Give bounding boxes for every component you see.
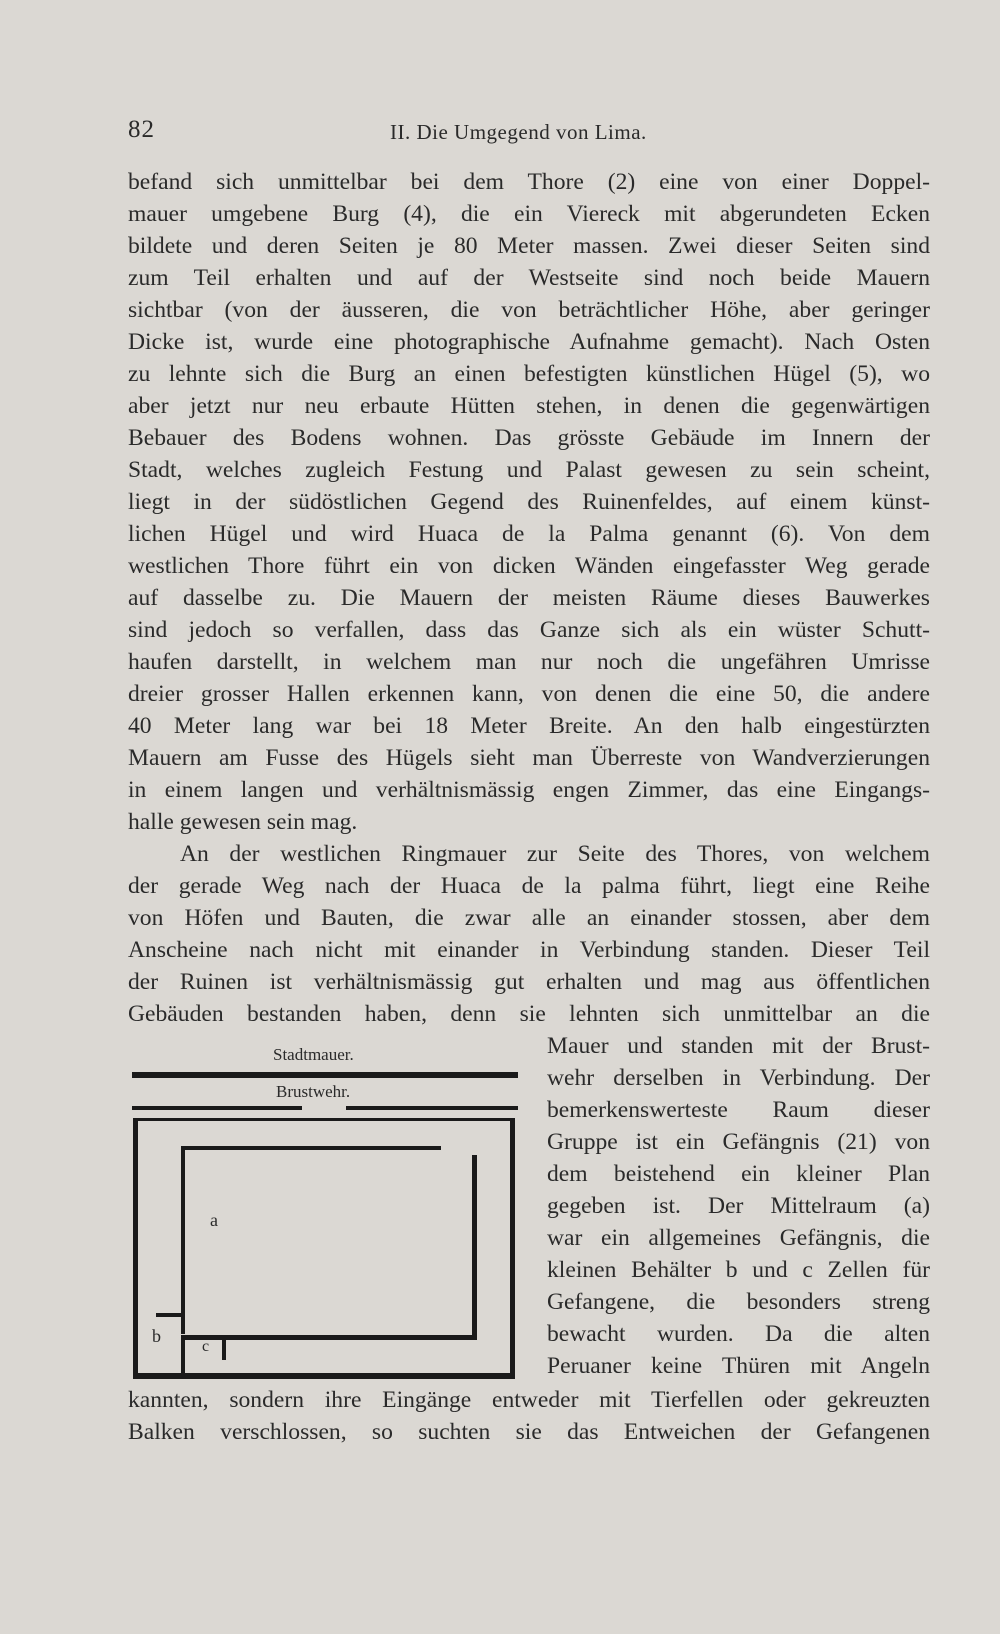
text-line: halle gewesen sein mag. [128, 809, 358, 835]
text-line: in einem langen und verhältnismässig engen Zimmer, das eine Eingangs- [128, 777, 930, 803]
prison-floor-plan [128, 1045, 524, 1385]
text-line: mauer umgebene Burg (4), die ein Viereck mit abgerundeten Ecken [128, 201, 930, 227]
text-line: dreier grosser Hallen erkennen kann, von denen die eine 50, die andere [128, 681, 930, 707]
page-number: 82 [128, 116, 155, 143]
text-line: von Höfen und Bauten, die zwar alle an einander stossen, aber dem [128, 905, 930, 931]
text-line: Anscheine nach nicht mit einander in Verbindung standen. Dieser Teil [128, 937, 930, 963]
inner-wall-left [181, 1146, 185, 1334]
text-line: Gebäuden bestanden haben, denn sie lehnten sich unmittelbar an die [128, 1001, 930, 1027]
label-room-a: a [210, 1210, 218, 1230]
text-line: auf dasselbe zu. Die Mauern der meisten Räume dieses Bauwerkes [128, 585, 930, 611]
outer-wall-top [138, 1118, 510, 1121]
text-line: Mauer und standen mit der Brust- [547, 1033, 930, 1059]
text-line: Peruaner keine Thüren mit Angeln [547, 1353, 930, 1379]
outer-wall-bottom [133, 1373, 515, 1379]
text-line: Gruppe ist ein Gefängnis (21) von [547, 1129, 930, 1155]
text-line: liegt in der südöstlichen Gegend des Ruinenfeldes, auf einem künst- [128, 489, 930, 515]
text-line: befand sich unmittelbar bei dem Thore (2) eine von einer Doppel- [128, 169, 930, 195]
page-header [128, 112, 930, 152]
running-title: II. Die Umgegend von Lima. [390, 120, 647, 144]
text-line: der Ruinen ist verhältnismässig gut erhalten und mag aus öffentlichen [128, 969, 930, 995]
inner-wall-bottom [181, 1335, 477, 1340]
text-line: Mauern am Fusse des Hügels sieht man Überreste von Wandverzierungen [128, 745, 930, 771]
cell-c-wall [222, 1340, 226, 1360]
city-wall-line [132, 1072, 518, 1078]
text-line: 40 Meter lang war bei 18 Meter Breite. An den halb eingestürzten [128, 713, 930, 739]
parapet-line-left [132, 1106, 302, 1110]
text-line: lichen Hügel und wird Huaca de la Palma genannt (6). Von dem [128, 521, 930, 547]
text-line: wehr derselben in Verbindung. Der [547, 1065, 930, 1091]
label-cell-c: c [202, 1338, 210, 1355]
text-line: zum Teil erhalten und auf der Westseite sind noch beide Mauern [128, 265, 930, 291]
inner-wall-right [472, 1155, 477, 1340]
text-line: aber jetzt nur neu erbaute Hütten stehen, in denen die gegenwärtigen [128, 393, 930, 419]
text-line: Gefangene, die besonders streng [547, 1289, 930, 1315]
outer-wall-left [133, 1118, 138, 1374]
inner-wall-top [185, 1146, 441, 1150]
text-line: kannten, sondern ihre Eingänge entweder mit Tierfellen oder gekreuzten [128, 1387, 930, 1413]
text-line: haufen darstellt, in welchem man nur noch die ungefähren Umrisse [128, 649, 930, 675]
text-line: zu lehnte sich die Burg an einen befestigten künstlichen Hügel (5), wo [128, 361, 930, 387]
text-line: gegeben ist. Der Mittelraum (a) [547, 1193, 930, 1219]
text-line: war ein allgemeines Gefängnis, die [547, 1225, 930, 1251]
text-line: Balken verschlossen, so suchten sie das Entweichen der Gefangenen [128, 1419, 930, 1445]
text-line: sind jedoch so verfallen, dass das Ganze sich als ein wüster Schutt- [128, 617, 930, 643]
parapet-line-right [346, 1106, 518, 1110]
text-line: kleinen Behälter b und c Zellen für [547, 1257, 930, 1283]
cell-b-wall [156, 1313, 181, 1317]
label-stadtmauer: Stadtmauer. [273, 1045, 354, 1064]
text-line: bildete und deren Seiten je 80 Meter massen. Zwei dieser Seiten sind [128, 233, 930, 259]
label-brustwehr: Brustwehr. [276, 1082, 351, 1101]
text-line: dem beistehend ein kleiner Plan [547, 1161, 930, 1187]
outer-wall-right [510, 1118, 515, 1378]
cell-divider [181, 1340, 185, 1373]
text-line: westlichen Thore führt ein von dicken Wänden eingefasster Weg gerade [128, 553, 930, 579]
text-line: bemerkenswerteste Raum dieser [547, 1097, 930, 1123]
text-line: Stadt, welches zugleich Festung und Palast gewesen zu sein scheint, [128, 457, 930, 483]
label-cell-b: b [152, 1326, 161, 1346]
text-line: Bebauer des Bodens wohnen. Das grösste Gebäude im Innern der [128, 425, 930, 451]
text-line: bewacht wurden. Da die alten [547, 1321, 930, 1347]
text-line: An der westlichen Ringmauer zur Seite des Thores, von welchem [180, 841, 930, 867]
text-line: Dicke ist, wurde eine photographische Aufnahme gemacht). Nach Osten [128, 329, 930, 355]
text-line: der gerade Weg nach der Huaca de la palma führt, liegt eine Reihe [128, 873, 930, 899]
text-line: sichtbar (von der äusseren, die von beträchtlicher Höhe, aber geringer [128, 297, 930, 323]
